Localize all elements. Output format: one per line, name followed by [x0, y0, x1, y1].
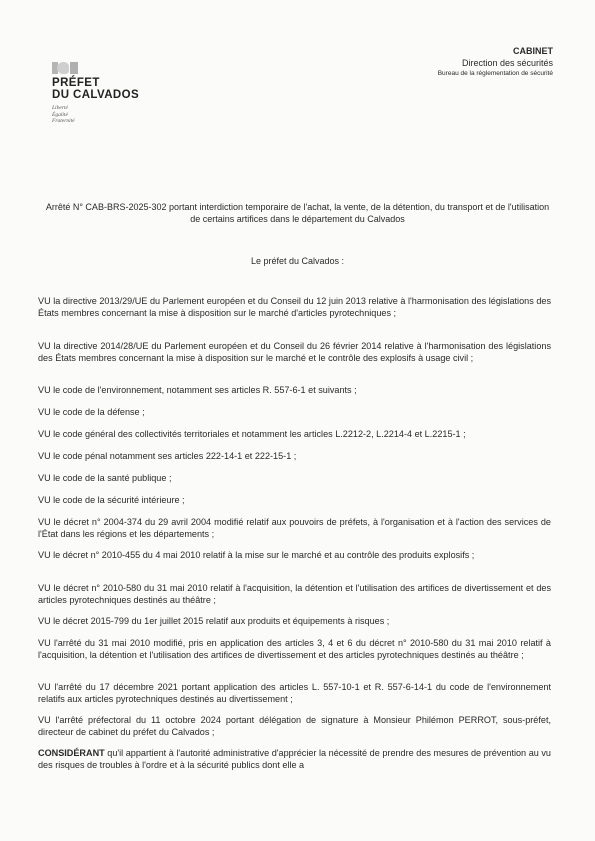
paragraph-text: VU la directive 2013/29/UE du Parlement européen et du Conseil du 12 juin 2013 relative à l'harmonisation des législations des États membres concernant la mise à disposition sur le marché d'articles pyrotechniques ;	[38, 296, 551, 318]
paragraph-text: VU le décret n° 2004-374 du 29 avril 2004 modifié relatif aux pouvoirs de préfets, à l'organisation et à l'action des services de l'État dans les régions et les départements ;	[38, 517, 551, 539]
vu-paragraph	[38, 341, 551, 364]
motto-liberte: Liberté	[52, 105, 68, 111]
paragraph-text: VU le décret 2015-799 du 1er juillet 2015 relatif aux produits et équipements à risques ;	[38, 616, 390, 626]
vu-paragraph	[38, 616, 551, 628]
motto-egalite: Égalité	[52, 111, 68, 118]
vu-paragraph	[38, 715, 551, 738]
paragraph-text: VU la directive 2014/28/UE du Parlement européen et du Conseil du 26 février 2014 relative à l'harmonisation des législations des États membres concernant la mise à disposition sur le marché et le contrôle des explosifs à usage civil ;	[38, 341, 551, 363]
paragraph-text: VU le code de l'environnement, notamment ses articles R. 557-6-1 et suivants ;	[38, 385, 357, 395]
service-cabinet: CABINET	[513, 46, 553, 56]
logo-line-2: DU CALVADOS	[52, 89, 140, 101]
vu-paragraph	[38, 451, 551, 463]
vu-paragraph	[38, 429, 551, 441]
vu-paragraph	[38, 517, 551, 540]
vu-paragraph	[38, 550, 551, 562]
service-direction: Direction des sécurités	[461, 58, 553, 68]
paragraph-text: VU l'arrêté du 17 décembre 2021 portant application des articles L. 557-10-1 et R. 557-6-14-1 du code de l'environnement relatifs aux articles pyrotechniques destinés au divertissement ;	[38, 682, 551, 704]
paragraph-text: VU le code général des collectivités territoriales et notamment les articles L.2212-2, L.2214-4 et L.2215-1 ;	[38, 429, 466, 439]
vu-paragraph	[38, 385, 551, 397]
paragraph-text: VU le code pénal notamment ses articles 222-14-1 et 222-15-1 ;	[38, 451, 297, 461]
paragraph-text: qu'il appartient à l'autorité administrative d'apprécier la nécessité de prendre des mesures de prévention au vu des risques de troubles à l'ordre et à la sécurité publics dont elle a	[38, 748, 551, 770]
considerant-paragraph	[38, 748, 551, 771]
motto-fraternite: Fraternité	[52, 118, 75, 124]
vu-paragraph	[38, 682, 551, 705]
prefecture-logo	[52, 62, 162, 125]
considerant-label: CONSIDÉRANT	[38, 748, 105, 758]
document-subtitle: Le préfet du Calvados :	[250, 256, 345, 266]
marianne-flag-icon	[52, 62, 78, 74]
document-title: Arrêté N° CAB-BRS-2025-302 portant interdiction temporaire de l'achat, la vente, de la détention, du transport et de l'utilisation de certains artifices dans le département du Calvados	[45, 202, 550, 224]
paragraph-text: VU le décret n° 2010-455 du 4 mai 2010 relatif à la mise sur le marché et au contrôle des produits explosifs ;	[38, 550, 475, 560]
paragraph-text: VU le code de la défense ;	[38, 407, 145, 417]
paragraph-text: VU l'arrêté du 31 mai 2010 modifié, pris en application des articles 3, 4 et 6 du décret n° 2010-580 du 31 mai 2010 relatif à l'acquisition, la détention et l'utilisation des artifices de divertissement et des articles pyrotechniques destinés au théâtre ;	[38, 638, 551, 660]
motto	[52, 105, 162, 125]
vu-paragraph	[38, 495, 551, 507]
logo-line-1: PRÉFET	[52, 77, 100, 89]
paragraph-text: VU le code de la santé publique ;	[38, 473, 172, 483]
paragraph-text: VU le code de la sécurité intérieure ;	[38, 495, 185, 505]
vu-paragraph	[38, 638, 551, 661]
paragraph-text: VU l'arrêté préfectoral du 11 octobre 2024 portant délégation de signature à Monsieur Philémon PERROT, sous-préfet, directeur de cabinet du préfet du Calvados ;	[38, 715, 551, 737]
service-bureau: Bureau de la réglementation de sécurité	[437, 70, 553, 77]
vu-paragraph	[38, 296, 551, 319]
vu-paragraph	[38, 583, 551, 606]
vu-paragraph	[38, 473, 551, 485]
service-header	[438, 45, 553, 79]
paragraph-text: VU le décret n° 2010-580 du 31 mai 2010 relatif à l'acquisition, la détention et l'utilisation des artifices de divertissement et des articles pyrotechniques destinés au théâtre ;	[38, 583, 551, 605]
vu-paragraph	[38, 407, 551, 419]
